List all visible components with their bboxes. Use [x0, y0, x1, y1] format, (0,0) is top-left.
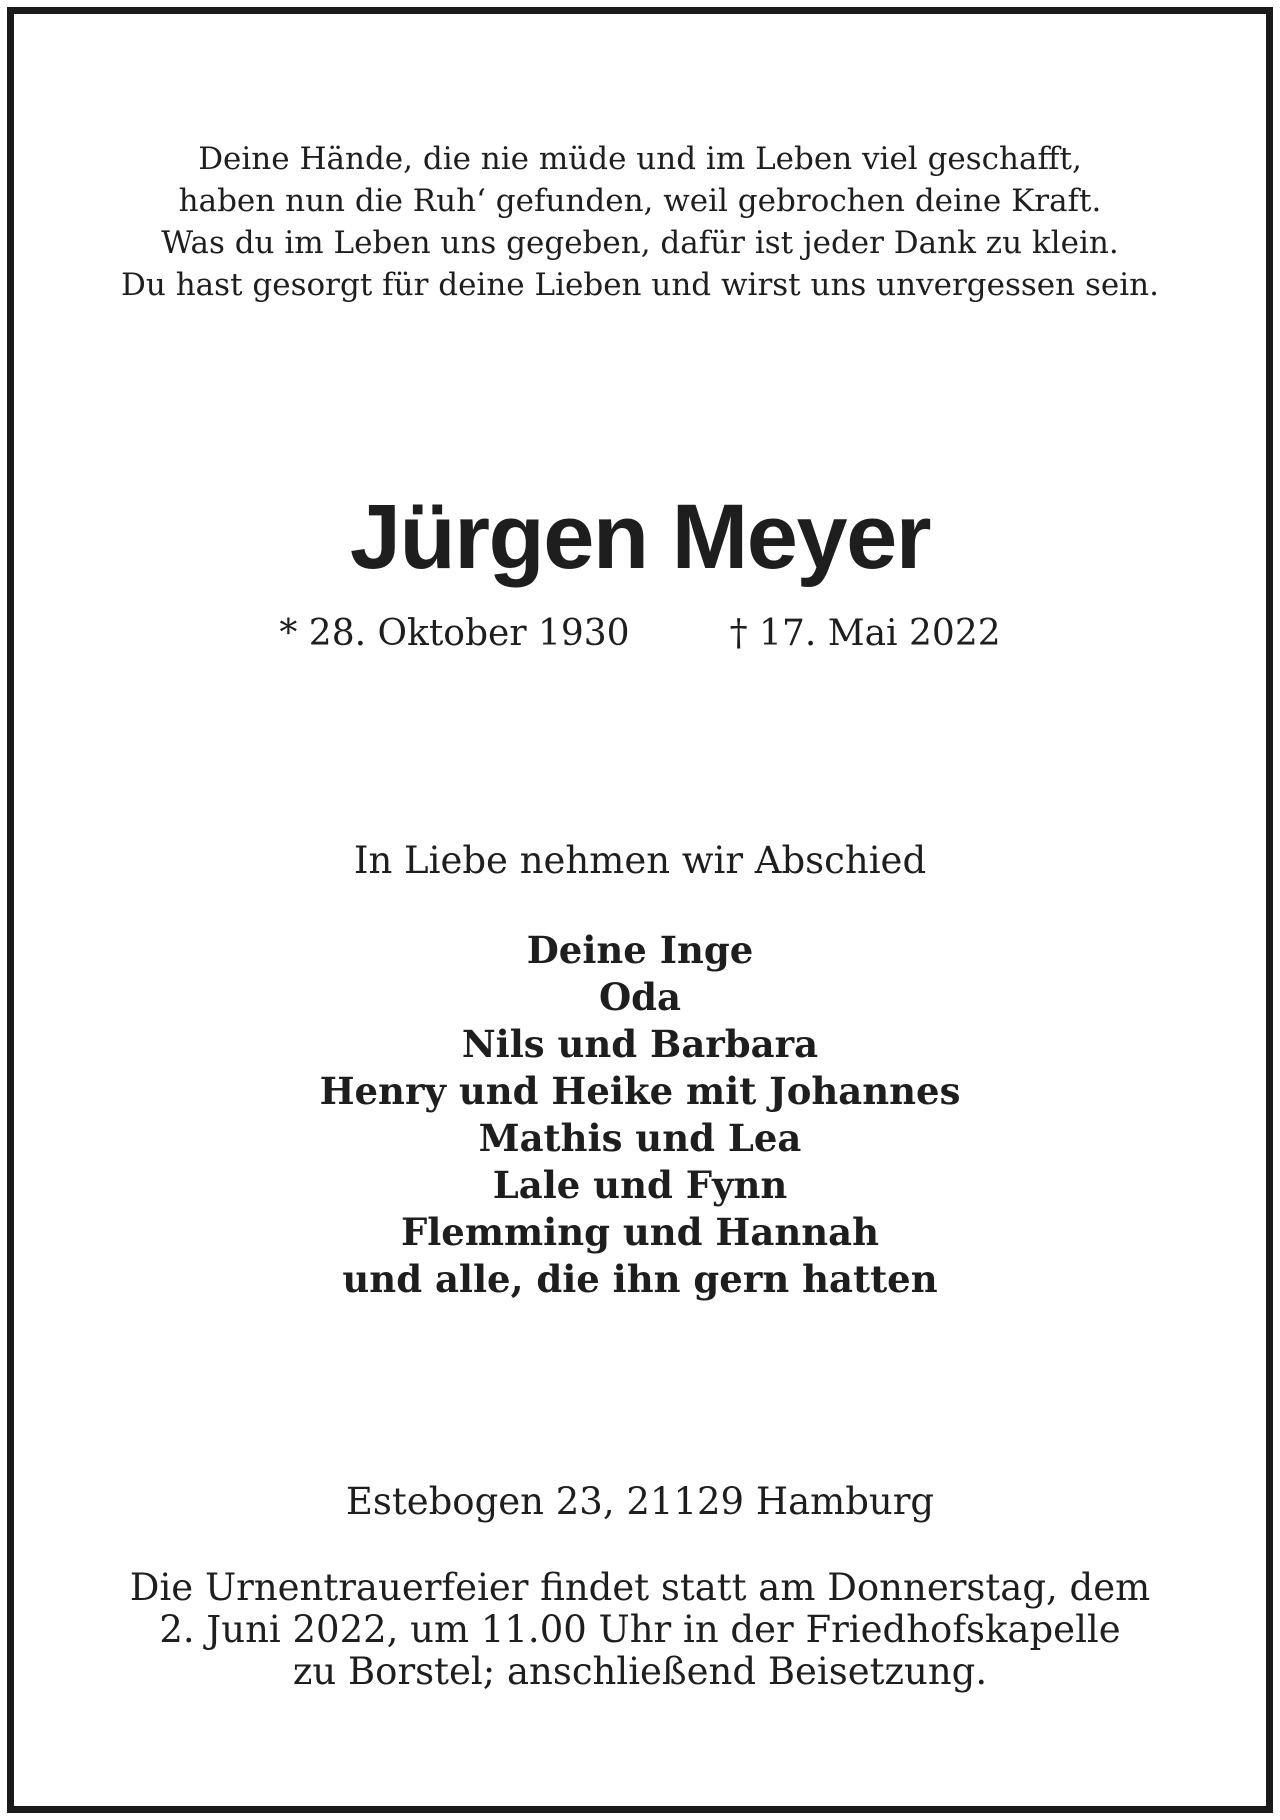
mourner-name: Oda [598, 975, 682, 1019]
mourner-name: Nils und Barbara [461, 1022, 819, 1066]
mourner-name: Mathis und Lea [478, 1116, 802, 1160]
obituary-notice [7, 7, 1273, 1813]
poem-line: haben nun die Ruh‘ gefunden, weil gebrochen deine Kraft. [178, 183, 1102, 219]
mourner-name: Lale und Fynn [492, 1163, 788, 1207]
poem-line: Deine Hände, die nie müde und im Leben viel geschafft, [198, 141, 1082, 177]
mourner-name: Deine Inge [526, 928, 754, 972]
farewell-line: In Liebe nehmen wir Abschied [353, 839, 927, 882]
memorial-poem [14, 138, 1266, 306]
birth-date: * 28. Oktober 1930 [279, 613, 630, 654]
mourner-name: Henry und Heike mit Johannes [319, 1069, 961, 1113]
family-address: Estebogen 23, 21129 Hamburg [345, 1480, 935, 1523]
deceased-name: Jürgen Meyer [349, 486, 931, 588]
service-line: zu Borstel; anschließend Beisetzung. [292, 1650, 988, 1693]
funeral-service-info [14, 1567, 1266, 1693]
mourners-list [14, 927, 1266, 1303]
service-line: 2. Juni 2022, um 11.00 Uhr in der Friedhofskapelle [159, 1608, 1121, 1651]
service-line: Die Urnentrauerfeier findet statt am Donnerstag, dem [129, 1566, 1151, 1609]
poem-line: Du hast gesorgt für deine Lieben und wirst uns unvergessen sein. [121, 267, 1159, 303]
mourner-name: und alle, die ihn gern hatten [342, 1257, 938, 1301]
life-dates [14, 612, 1266, 656]
death-date: † 17. Mai 2022 [729, 613, 1001, 654]
mourner-name: Flemming und Hannah [400, 1210, 880, 1254]
poem-line: Was du im Leben uns gegeben, dafür ist jeder Dank zu klein. [161, 225, 1119, 261]
